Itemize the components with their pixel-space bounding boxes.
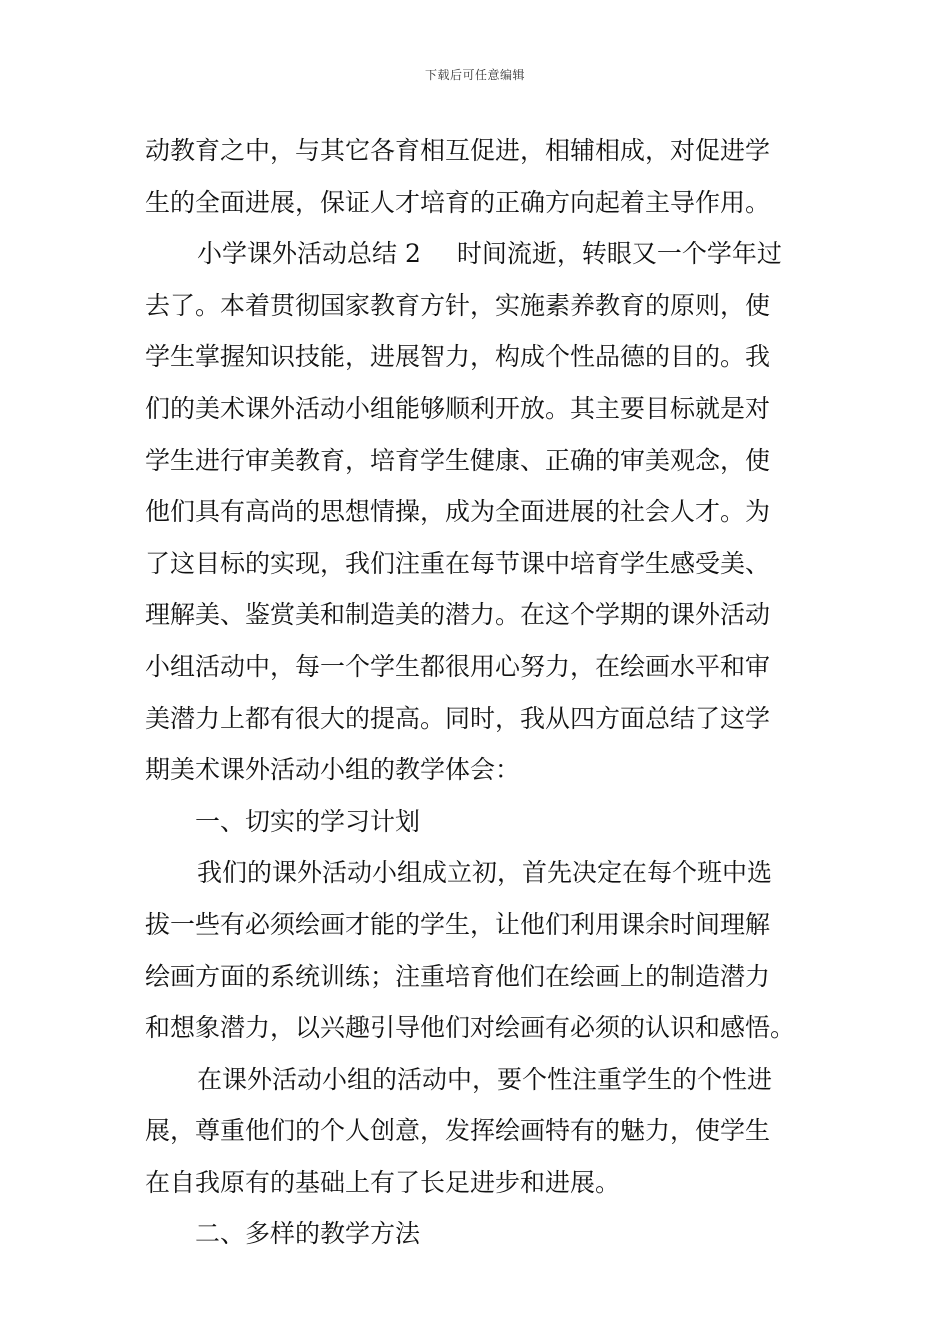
body-line: 绘画方面的系统训练；注重培育他们在绘画上的制造潜力 (145, 961, 771, 991)
body-line: 拔一些有必须绘画才能的学生，让他们利用课余时间理解 (145, 909, 771, 939)
body-line: 小组活动中，每一个学生都很用心努力，在绘画水平和审 (145, 651, 771, 681)
body-line: 学生掌握知识技能，进展智力，构成个性品德的目的。我 (145, 342, 771, 372)
body-line: 美潜力上都有很大的提高。同时，我从四方面总结了这学 (145, 703, 771, 733)
section-2-first-line-text: 时间流逝，转眼又一个学年过 (456, 239, 782, 269)
body-line: 动教育之中，与其它各育相互促进，相辅相成，对促进学 (145, 136, 771, 165)
heading-2: 二、多样的教学方法 (195, 1219, 421, 1249)
heading-1: 一、切实的学习计划 (195, 806, 421, 836)
body-line: 了这目标的实现，我们注重在每节课中培育学生感受美、 (145, 548, 771, 578)
body-line: 学生进行审美教育，培育学生健康、正确的审美观念，使 (145, 445, 771, 475)
body-line: 展，尊重他们的个人创意，发挥绘画特有的魅力，使学生 (145, 1116, 771, 1146)
body-line: 和想象潜力，以兴趣引导他们对绘画有必须的认识和感悟。 (145, 1013, 796, 1043)
body-line: 在自我原有的基础上有了长足进步和进展。 (145, 1167, 621, 1197)
body-line: 期美术课外活动小组的教学体会： (145, 755, 521, 785)
body-line: 去了。本着贯彻国家教育方针，实施素养教育的原则，使 (145, 290, 771, 320)
body-line: 我们的课外活动小组成立初，首先决定在每个班中选 (197, 858, 773, 888)
body-line: 们的美术课外活动小组能够顺利开放。其主要目标就是对 (145, 393, 771, 423)
body-line: 他们具有高尚的思想情操，成为全面进展的社会人才。为 (145, 497, 771, 527)
document-body (145, 125, 807, 1260)
body-line: 在课外活动小组的活动中，要个性注重学生的个性进 (197, 1064, 773, 1094)
page-header: 下载后可任意编辑 (424, 68, 525, 82)
body-line: 理解美、鉴赏美和制造美的潜力。在这个学期的课外活动 (145, 600, 771, 630)
section-2-title: 小学课外活动总结 2 (197, 239, 421, 269)
section-2-first-line (145, 228, 807, 280)
body-line: 生的全面进展，保证人才培育的正确方向起着主导作用。 (145, 187, 771, 217)
